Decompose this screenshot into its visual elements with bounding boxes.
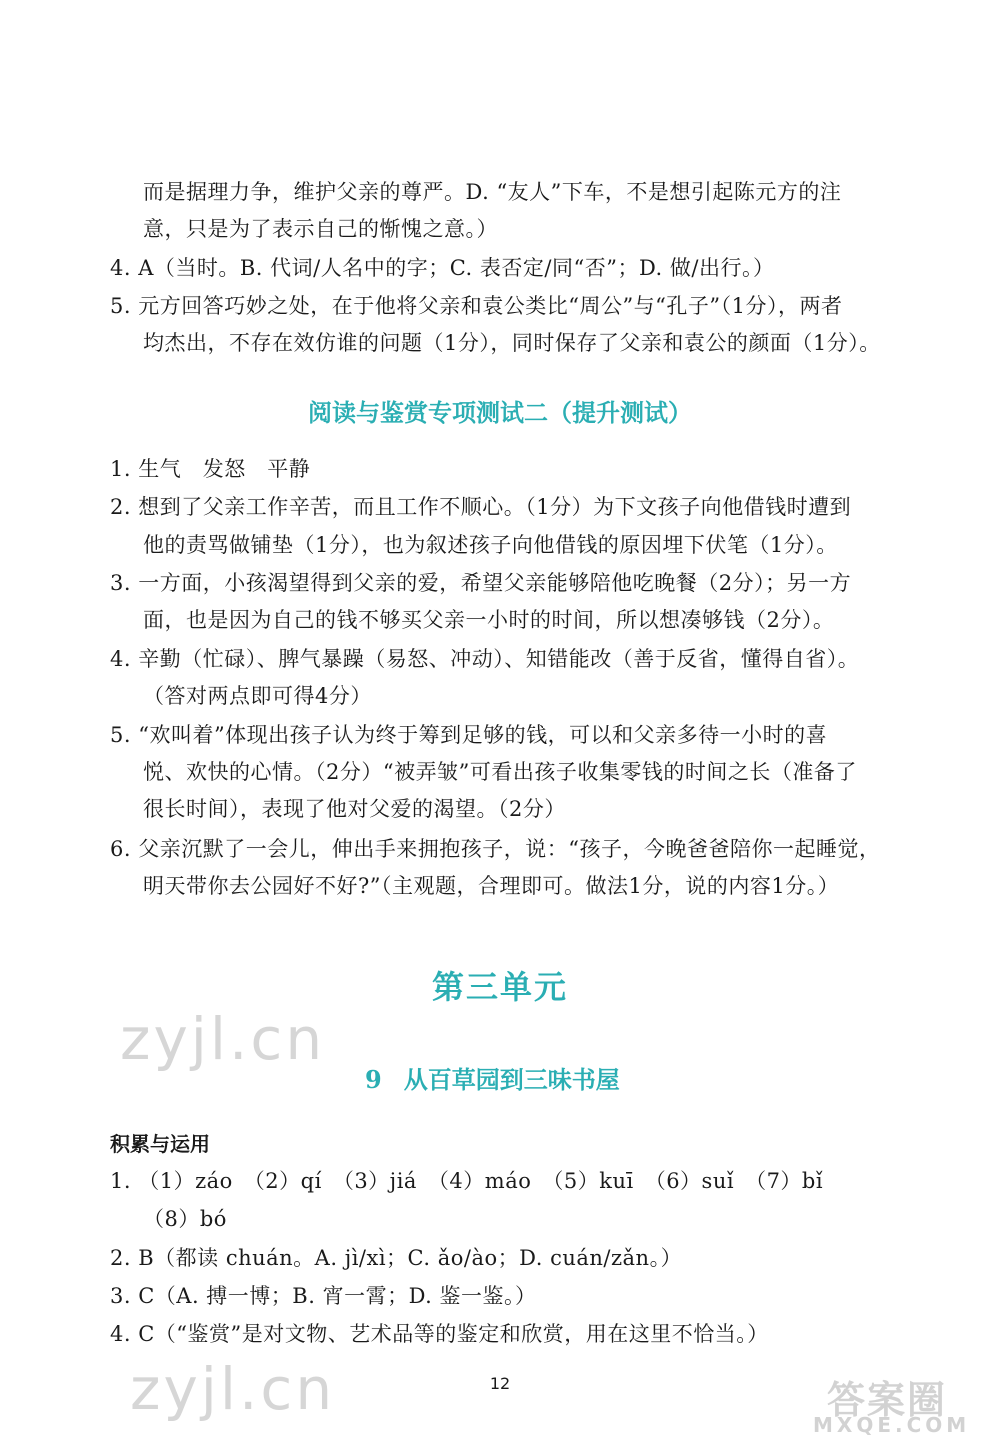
unit-title: 第三单元 <box>431 968 568 1006</box>
answer-item: 5. 元方回答巧妙之处，在于他将父亲和袁公类比“周公”与“孔子”（1分），两者 <box>110 294 843 318</box>
watermark-text: zyjl.cn <box>120 1005 326 1073</box>
answer-item: 6. 父亲沉默了一会儿，伸出手来拥抱孩子，说：“孩子，今晚爸爸陪你一起睡觉， <box>110 837 881 861</box>
text-line: 均杰出，不存在效仿谁的问题（1分），同时保存了父亲和袁公的颜面（1分）。 <box>143 331 881 355</box>
answer-item: 5. “欢叫着”体现出孩子认为终于筹到足够的钱，可以和父亲多待一小时的喜 <box>110 723 828 747</box>
text-line: 他的责骂做铺垫（1分），也为叙述孩子向他借钱的原因埋下伏笔（1分）。 <box>143 533 838 557</box>
text-line: 而是据理力争，维护父亲的尊严。D. “友人”下车，不是想引起陈元方的注 <box>143 180 842 204</box>
lesson-title <box>365 1060 765 1095</box>
logo-subtext: MXQE.COM <box>813 1413 971 1437</box>
answer-item: 1. 生气 发怒 平静 <box>110 457 311 481</box>
text-line: 意，只是为了表示自己的惭愧之意。） <box>143 217 498 241</box>
answer-item: 3. 一方面，小孩渴望得到父亲的爱，希望父亲能够陪他吃晚餐（2分）；另一方 <box>110 571 852 595</box>
text-line: 面，也是因为自己的钱不够买父亲一小时的时间，所以想凑够钱（2分）。 <box>143 608 835 632</box>
answer-item: 2. B（都读 chuán。A. jì/xì；C. ǎo/ào；D. cuán/zǎn。） <box>110 1246 683 1270</box>
lesson-name: 从百草园到三味书屋 <box>403 1065 620 1094</box>
lesson-number: 9 <box>365 1065 382 1094</box>
text-line: 很长时间），表现了他对父爱的渴望。（2分） <box>143 797 566 821</box>
page-number: 12 <box>489 1374 511 1393</box>
text-line: （答对两点即可得4分） <box>143 684 372 708</box>
text-line: 明天带你去公园好不好?”（主观题，合理即可。做法1分，说的内容1分。） <box>143 874 840 898</box>
watermark-text: zyjl.cn <box>130 1355 336 1423</box>
logo-text: 答案圈 <box>827 1378 948 1422</box>
answer-item: 4. A（当时。B. 代词/人名中的字；C. 表否定/同“否”；D. 做/出行。） <box>110 256 775 280</box>
answer-item: 2. 想到了父亲工作辛苦，而且工作不顺心。（1分）为下文孩子向他借钱时遭到 <box>110 495 852 519</box>
text-line: （8）bó <box>143 1207 227 1231</box>
answer-item: 4. C（“鉴赏”是对文物、艺术品等的鉴定和欣赏，用在这里不恰当。） <box>110 1322 769 1346</box>
text-line: 悦、欢快的心情。（2分）“被弄皱”可看出孩子收集零钱的时间之长（准备了 <box>143 760 857 784</box>
answer-item: 3. C（A. 搏一博；B. 宵一霄；D. 鉴一鉴。） <box>110 1284 537 1308</box>
subsection-heading: 积累与运用 <box>110 1132 210 1156</box>
answer-item: 4. 辛勤（忙碌）、脾气暴躁（易怒、冲动）、知错能改（善于反省，懂得自省）。 <box>110 647 860 671</box>
section-heading: 阅读与鉴赏专项测试二（提升测试） <box>308 398 692 427</box>
answer-item: 1. （1）záo （2）qí （3）jiá （4）máo （5）kuī （6）suǐ （7）bǐ <box>110 1169 824 1193</box>
